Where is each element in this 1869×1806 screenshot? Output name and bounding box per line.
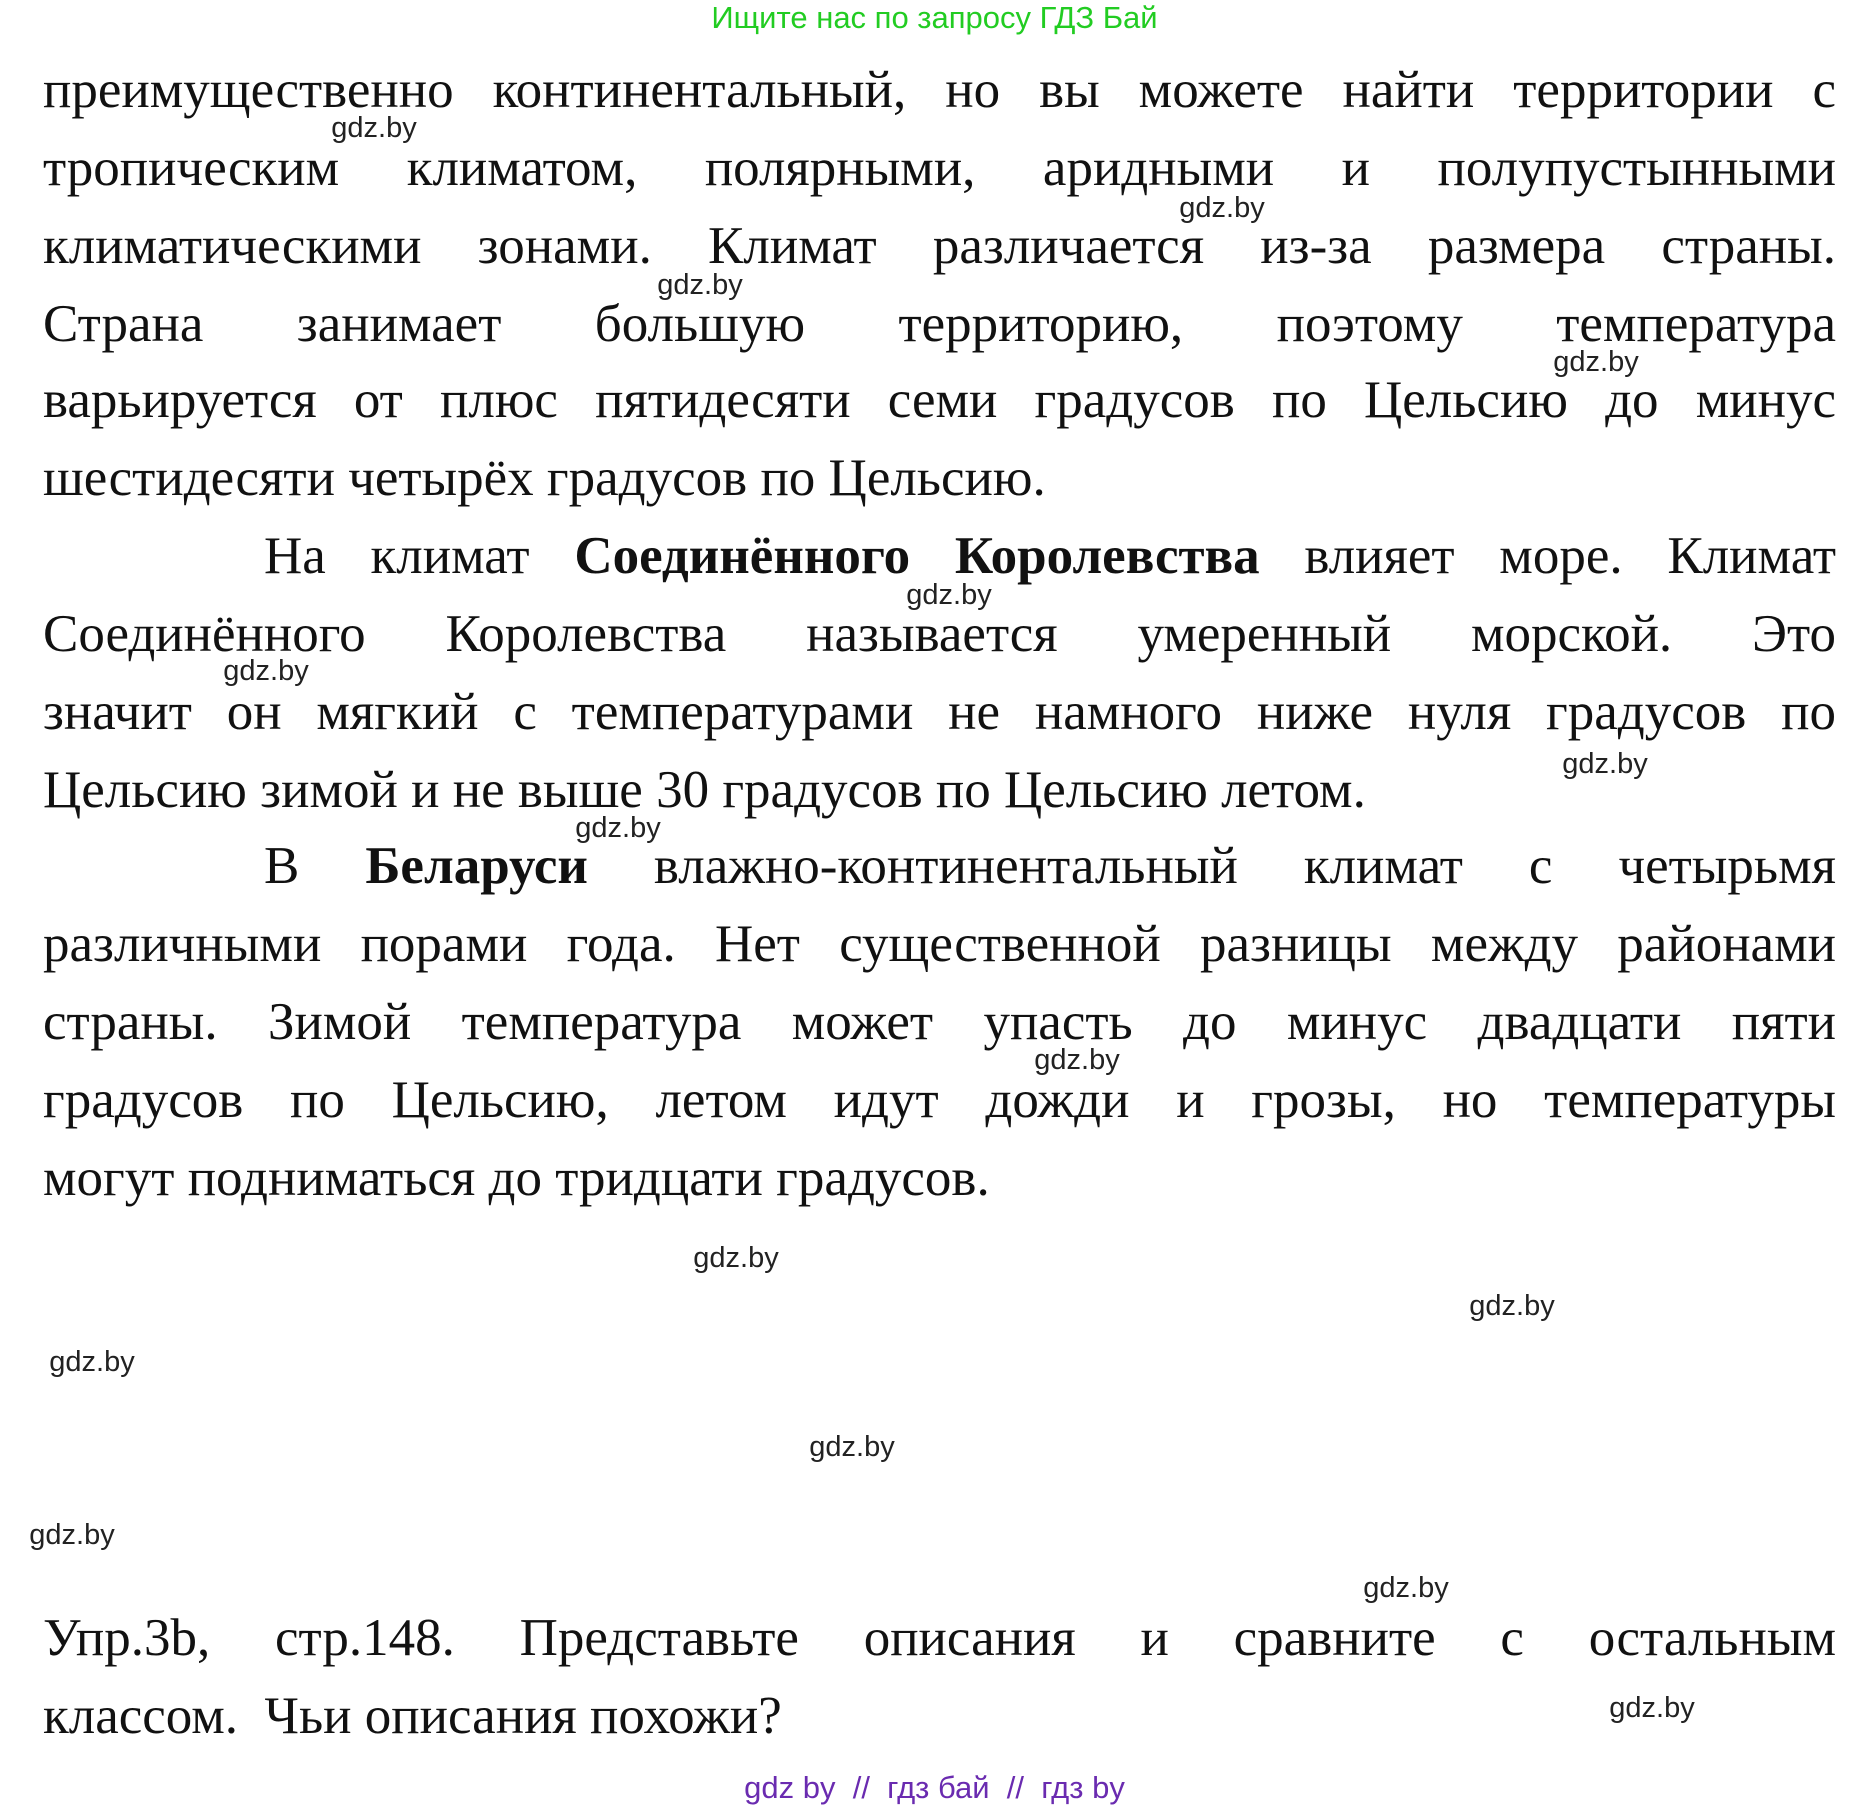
- watermark: gdz.by: [1562, 748, 1648, 780]
- text-line: преимущественно континентальный, но вы можете найти территории с: [43, 61, 1836, 119]
- text-line: [264, 836, 1836, 896]
- watermark: gdz.by: [1609, 1692, 1695, 1724]
- footer-links: gdz by // гдз бай // гдз by: [744, 1770, 1125, 1805]
- text-line: шестидесяти четырёх градусов по Цельсию.: [43, 449, 1046, 507]
- watermark: gdz.by: [906, 579, 992, 611]
- text-line: страны. Зимой температура может упасть до минус двадцати пяти: [43, 993, 1836, 1051]
- watermark: gdz.by: [1469, 1290, 1555, 1322]
- watermark: gdz.by: [693, 1242, 779, 1274]
- text-line: Соединённого Королевства называется умеренный морской. Это: [43, 605, 1836, 663]
- header-banner: Ищите нас по запросу ГДЗ Бай: [711, 0, 1158, 35]
- watermark: gdz.by: [331, 112, 417, 144]
- watermark: gdz.by: [575, 812, 661, 844]
- text-line: градусов по Цельсию, летом идут дожди и грозы, но температуры: [43, 1071, 1836, 1129]
- watermark: gdz.by: [657, 269, 743, 301]
- bold-country-belarus: Беларуси: [365, 837, 588, 895]
- watermark: gdz.by: [1363, 1572, 1449, 1604]
- text-line: варьируется от плюс пятидесяти семи градусов по Цельсию до минус: [43, 371, 1836, 429]
- text-line: тропическим климатом, полярными, аридными и полупустынными: [43, 139, 1836, 197]
- watermark: gdz.by: [809, 1431, 895, 1463]
- text-line: Цельсию зимой и не выше 30 градусов по Цельсию летом.: [43, 761, 1366, 819]
- watermark: gdz.by: [1553, 346, 1639, 378]
- watermark: gdz.by: [49, 1346, 135, 1378]
- bold-country-uk: Соединённого Королевства: [574, 527, 1260, 585]
- watermark: gdz.by: [1179, 192, 1265, 224]
- watermark: gdz.by: [1034, 1044, 1120, 1076]
- text-line: климатическими зонами. Климат различается из-за размера страны.: [43, 217, 1836, 275]
- task-line: классом. Чьи описания похожи?: [43, 1687, 782, 1745]
- watermark: gdz.by: [29, 1519, 115, 1551]
- text: влияет море. Климат: [1259, 527, 1837, 585]
- watermark: gdz.by: [223, 655, 309, 687]
- text: влажно-континентальный климат с четырьмя: [587, 837, 1836, 895]
- text-line: могут подниматься до тридцати градусов.: [43, 1149, 990, 1207]
- text-line: [264, 526, 1836, 586]
- text: В: [264, 837, 366, 895]
- text-line: различными порами года. Нет существенной разницы между районами: [43, 915, 1836, 973]
- text: На климат: [264, 527, 575, 585]
- task-line: Упр.3b, стр.148. Представьте описания и сравните с остальным: [43, 1609, 1836, 1667]
- text-line: Страна занимает большую территорию, поэтому температура: [43, 295, 1836, 353]
- text-line: значит он мягкий с температурами не намного ниже нуля градусов по: [43, 683, 1836, 741]
